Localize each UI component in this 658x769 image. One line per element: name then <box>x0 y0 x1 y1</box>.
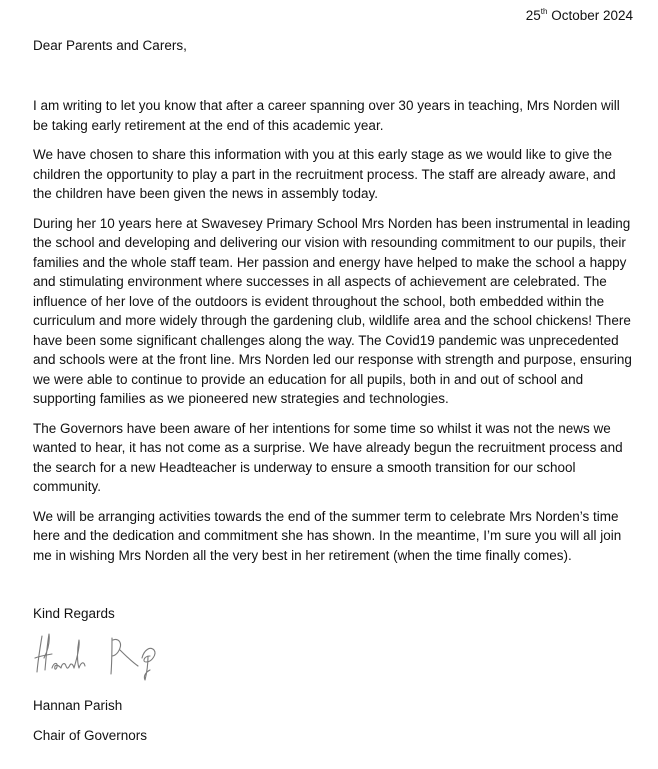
paragraph-celebration: We will be arranging activities towards the end of the summer term to celebrate Mrs Norden’s time here and the dedication and commitment she has shown. In the meantime, I’m sure you will all join me in wishing Mrs Norden all the very best in her retirement (when the time finally comes). <box>33 508 622 563</box>
closing: Kind Regards <box>33 606 115 621</box>
signatory-name: Hannan Parish <box>33 698 123 713</box>
letter-body <box>33 96 636 575</box>
paragraph-retirement-announcement: I am writing to let you know that after a career spanning over 30 years in teaching, Mrs Norden will be taking early retirement at the end of this academic year. <box>33 98 620 133</box>
signatory-role: Chair of Governors <box>33 728 148 743</box>
paragraph-early-notice: We have chosen to share this information with you at this early stage as we would like to give the children the opportunity to play a part in the recruitment process. The staff are already aware, and the children have been given the news in assembly today. <box>33 147 616 201</box>
handwritten-signature <box>30 628 175 684</box>
salutation: Dear Parents and Carers, <box>33 38 187 53</box>
letter-date <box>526 6 633 25</box>
date-month-year: October 2024 <box>547 8 633 23</box>
paragraph-recruitment: The Governors have been aware of her intentions for some time so whilst it was not the news we wanted to hear, it has not come as a surprise. We have already begun the recruitment process and the search for a new Headteacher is underway to ensure a smooth transition for our school community. <box>33 420 623 494</box>
paragraph-tribute: During her 10 years here at Swavesey Primary School Mrs Norden has been instrumental in leading the school and developing and delivering our vision with resounding commitment to our pupils, their families and the whole staff team. Her passion and energy have helped to make the school a happy and stimulating environment where successes in all aspects of achievement are celebrated. The influence of her love of the outdoors is evident throughout the school, both embedded within the curriculum and more widely through the gardening club, wildlife area and the school chickens! There have been some significant challenges along the way. The Covid19 pandemic was unprecedented and schools were at the front line. Mrs Norden led our response with strength and purpose, ensuring we were able to continue to provide an education for all pupils, both in and out of school and supporting families as we pioneered new strategies and technologies. <box>33 215 632 406</box>
date-ordinal-suffix: th <box>540 6 548 16</box>
date-day: 25 <box>525 8 541 23</box>
